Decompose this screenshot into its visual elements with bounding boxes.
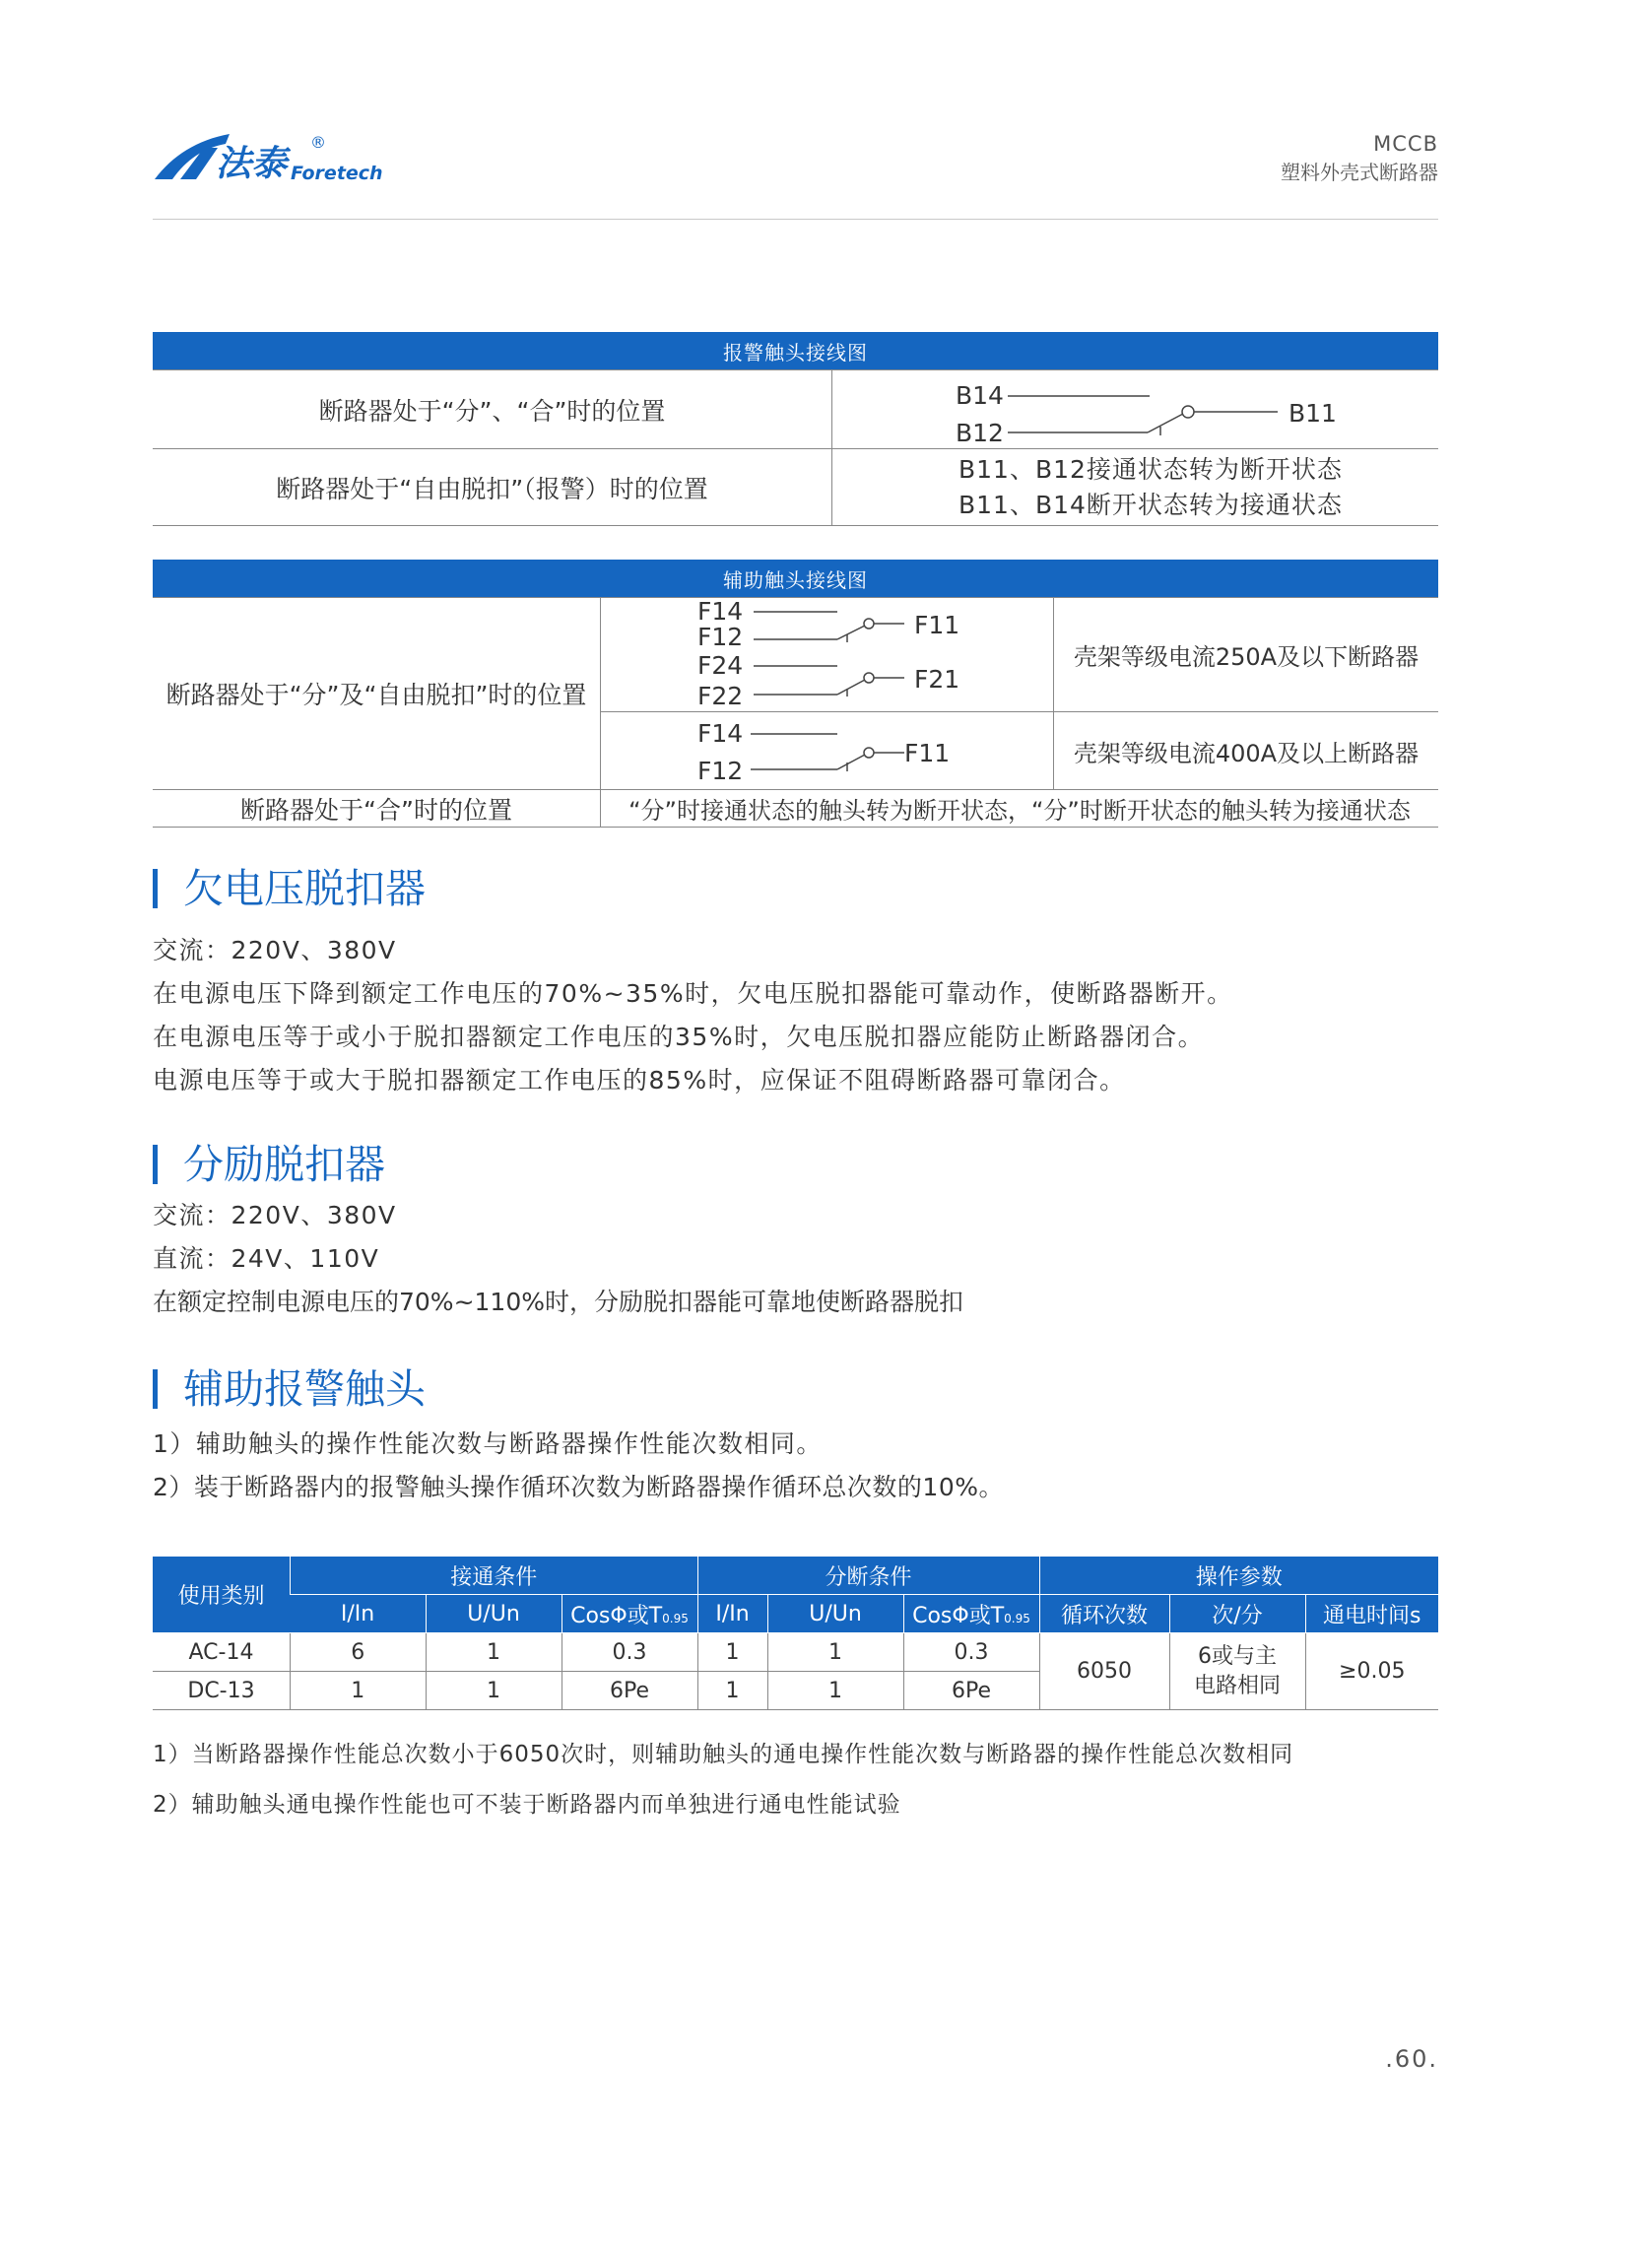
cycles-value: 6050 — [1039, 1633, 1169, 1710]
aux-diagram-b — [601, 712, 1054, 790]
section-marker — [153, 1369, 158, 1409]
alarm-contact-table — [153, 332, 1438, 526]
group-make: 接通条件 — [291, 1557, 698, 1595]
aux-diagram-a-note: 壳架等级电流250A及以下断路器 — [1054, 598, 1439, 712]
aux-parameter-table: 使用类别 接通条件 分断条件 操作参数 I/In U/Un CosΦ或T0.95 I/In U/Un CosΦ或T0.95 循环次数 次/分 通电时间s AC-14 6 1 0.3 1 1 0.3 6050 6或与主 电路相同 ≥0.05 DC-13 1 1 6Pe 1 1 6Pe — [153, 1557, 1438, 1710]
svg-text:Foretech: Foretech — [291, 163, 383, 184]
alarm-row2-text: B11、B12接通状态转为断开状态 B11、B14断开状态转为接通状态 — [832, 449, 1439, 526]
svg-text:F14: F14 — [697, 598, 744, 626]
aux-row2-label: 断路器处于“合”时的位置 — [153, 790, 601, 828]
alarm-row2-label: 断路器处于“自由脱扣”（报警）时的位置 — [153, 449, 832, 526]
per-minute-value: 6或与主 电路相同 — [1169, 1633, 1305, 1710]
svg-text:®: ® — [310, 133, 326, 152]
aux-diagram-a — [601, 598, 1054, 712]
section-aux-alarm-body: 1）辅助触头的操作性能次数与断路器操作性能次数相同。 2）装于断路器内的报警触头操作循环次数为断路器操作循环总次数的10%。 — [153, 1429, 1004, 1501]
section-aux-alarm-title: 辅助报警触头 — [153, 1364, 426, 1414]
product-subtitle: 塑料外壳式断路器 — [1281, 161, 1438, 184]
alarm-table-title: 报警触头接线图 — [153, 332, 1438, 370]
section-shunt-body: 交流：220V、380V 直流：24V、110V 在额定控制电源电压的70%~110%时，分励脱扣器能可靠地使断路器脱扣 — [153, 1201, 963, 1316]
aux-diagram-b-note: 壳架等级电流400A及以上断路器 — [1054, 712, 1439, 790]
svg-text:F12: F12 — [697, 757, 744, 785]
svg-text:F14: F14 — [697, 719, 744, 748]
alarm-diagram — [832, 370, 1439, 449]
alarm-label-b14: B14 — [956, 381, 1004, 410]
product-code: MCCB — [1373, 132, 1438, 156]
section-marker — [153, 869, 158, 908]
header-meta — [1281, 130, 1438, 187]
group-break: 分断条件 — [697, 1557, 1039, 1595]
table-row: AC-14 6 1 0.3 1 1 0.3 6050 6或与主 电路相同 ≥0.05 — [153, 1633, 1438, 1672]
section-undervoltage-body: 交流：220V、380V 在电源电压下降到额定工作电压的70%~35%时，欠电压脱扣器能可靠动作，使断路器断开。 在电源电压等于或小于脱扣器额定工作电压的35%时，欠电压脱扣器应能防止断路器闭合。 电源电压等于或大于脱扣器额定工作电压的85%时，应保证不阻碍断路器可靠闭合。 — [153, 936, 1233, 1094]
aux-contact-table — [153, 560, 1438, 828]
aux-row2-text: “分”时接通状态的触头转为断开状态，“分”时断开状态的触头转为接通状态 — [601, 790, 1439, 828]
svg-text:F21: F21 — [914, 665, 960, 694]
svg-text:法泰: 法泰 — [216, 144, 288, 184]
header-divider — [153, 219, 1438, 220]
table-notes: 1）当断路器操作性能总次数小于6050次时，则辅助触头的通电操作性能次数与断路器的操作性能总次数相同 2）辅助触头通电操作性能也可不装于断路器内而单独进行通电性能试验 — [153, 1742, 1294, 1818]
col-category: 使用类别 — [153, 1557, 291, 1633]
svg-text:F22: F22 — [697, 682, 744, 710]
section-shunt-title: 分励脱扣器 — [153, 1140, 385, 1189]
aux-row1-label: 断路器处于“分”及“自由脱扣”时的位置 — [153, 598, 601, 790]
section-marker — [153, 1145, 158, 1184]
aux-table-title: 辅助触头接线图 — [153, 560, 1438, 598]
alarm-label-b12: B12 — [956, 419, 1004, 447]
alarm-row1-label: 断路器处于“分”、“合”时的位置 — [153, 370, 832, 449]
alarm-label-b11: B11 — [1289, 399, 1337, 428]
section-undervoltage-title: 欠电压脱扣器 — [153, 864, 426, 913]
svg-text:F12: F12 — [697, 623, 744, 651]
page-number: .60. — [1385, 2045, 1438, 2073]
svg-text:F24: F24 — [697, 651, 744, 680]
brand-logo — [153, 126, 399, 195]
svg-text:F11: F11 — [914, 611, 960, 639]
table-row: DC-13 1 1 6Pe 1 1 6Pe — [153, 1672, 1438, 1710]
energized-time-value: ≥0.05 — [1305, 1633, 1438, 1710]
svg-text:F11: F11 — [904, 739, 951, 767]
group-operation: 操作参数 — [1039, 1557, 1438, 1595]
